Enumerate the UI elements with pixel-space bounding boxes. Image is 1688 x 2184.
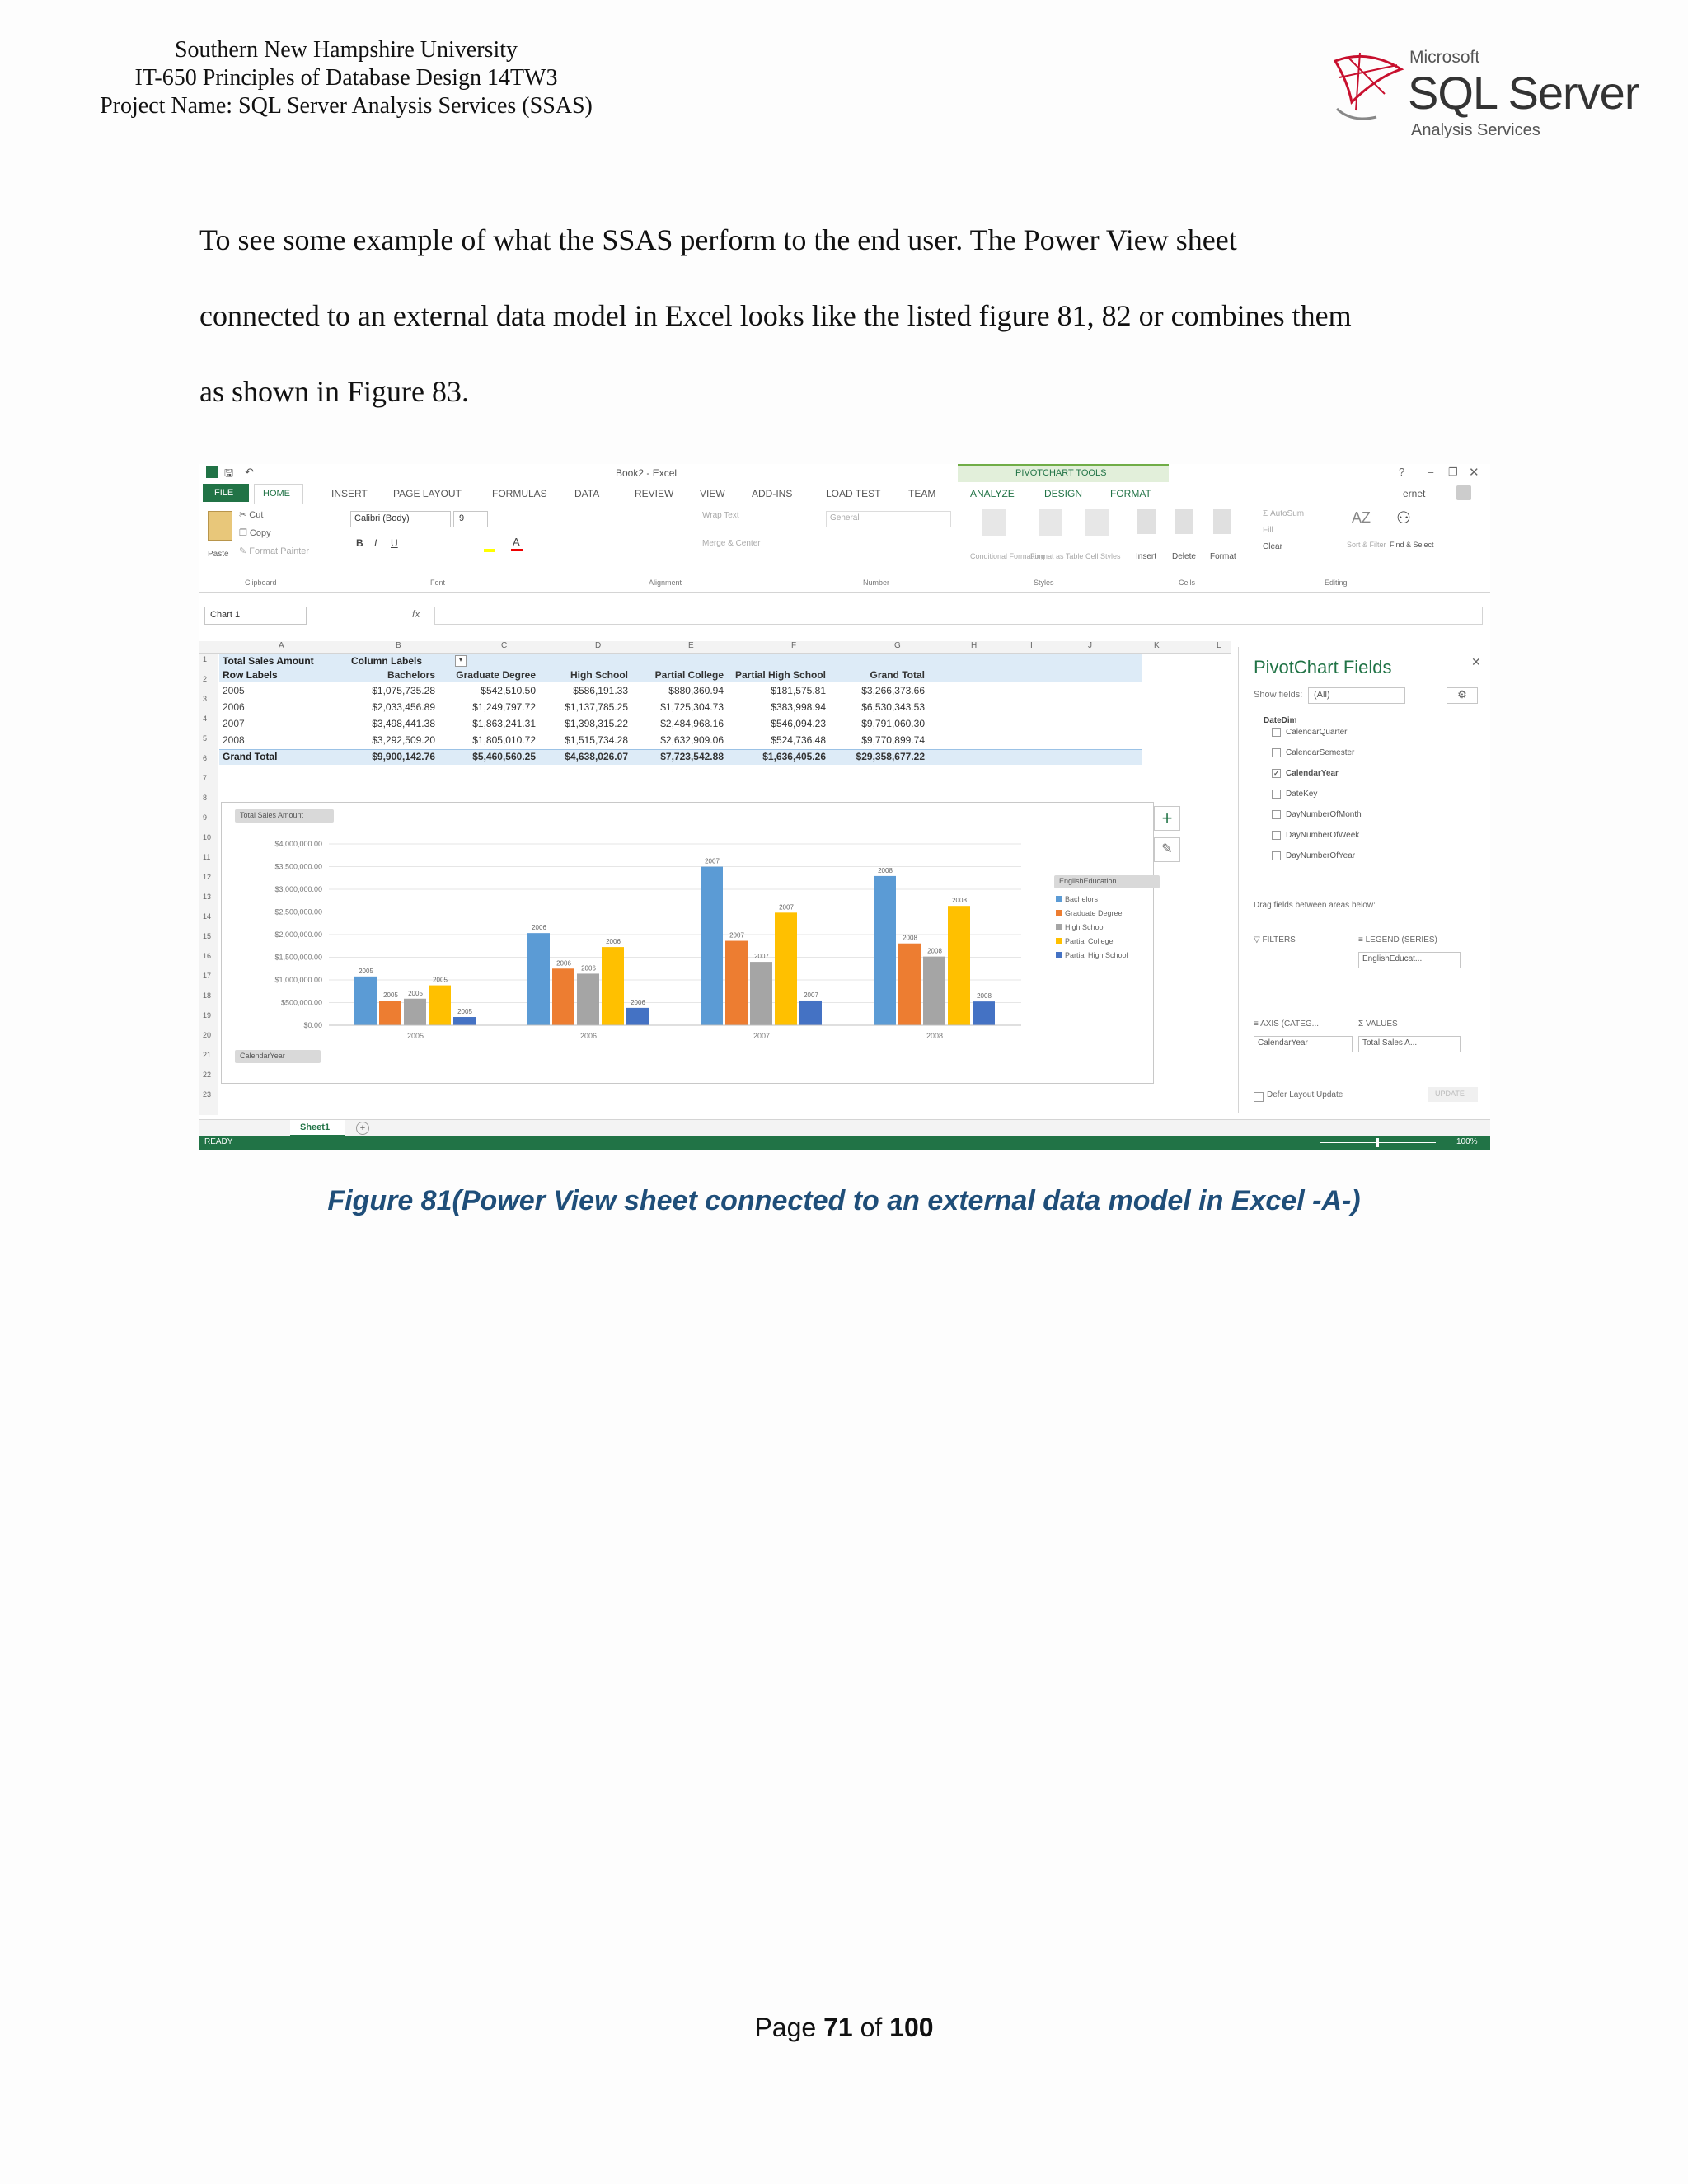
column-header[interactable]: K [1154, 641, 1160, 650]
legend-label: High School [1065, 923, 1105, 931]
y-tick-label: $2,500,000.00 [274, 907, 322, 916]
drag-instructions: Drag fields between areas below: [1254, 901, 1376, 910]
pivot-header-cell[interactable]: Graduate Degree [456, 669, 536, 681]
field-item[interactable] [1272, 769, 1339, 778]
axis-field-button[interactable]: CalendarYear [235, 1050, 321, 1063]
tab-analyze[interactable]: ANALYZE [970, 488, 1015, 499]
y-tick-label: $1,000,000.00 [274, 976, 322, 984]
panel-title: PivotChart Fields [1254, 657, 1392, 677]
pivot-cell[interactable]: 2006 [223, 701, 245, 713]
status-text: READY [204, 1137, 233, 1146]
bar [552, 968, 574, 1025]
tab-insert[interactable]: INSERT [331, 488, 368, 499]
bar-data-label: 2005 [359, 967, 373, 975]
pivot-cell[interactable]: $524,736.48 [771, 734, 826, 746]
tab-team[interactable]: TEAM [908, 488, 936, 499]
row-number[interactable]: 14 [203, 912, 212, 921]
bar-data-label: 2006 [631, 998, 645, 1006]
pivot-cell[interactable]: $1,863,241.31 [472, 718, 536, 729]
row-number[interactable]: 9 [203, 813, 208, 822]
legend-label: Bachelors [1065, 895, 1099, 903]
minimize-icon[interactable]: – [1428, 466, 1434, 478]
merge-center-button[interactable]: Merge & Center [702, 539, 761, 548]
undo-icon[interactable]: ↶ [245, 466, 254, 478]
row-number[interactable]: 19 [203, 1011, 212, 1019]
field-item[interactable] [1272, 851, 1355, 860]
y-tick-label: $2,000,000.00 [274, 930, 322, 939]
legend-swatch [1056, 938, 1062, 944]
column-header[interactable]: I [1030, 641, 1033, 650]
column-header[interactable]: C [501, 641, 508, 650]
legend-swatch [1056, 896, 1062, 902]
bar-data-label: 2005 [433, 976, 448, 984]
project-name: Project Name: SQL Server Analysis Services (SSAS) [100, 93, 593, 119]
pivotchart-tools-label: PIVOTCHART TOOLS [1015, 468, 1107, 478]
field-checkbox[interactable]: ✓ [1272, 769, 1281, 778]
contextual-tab-group [958, 464, 1169, 483]
field-label: DateKey [1286, 790, 1318, 799]
filter-dropdown-icon[interactable]: ▾ [455, 655, 467, 667]
pivot-cell[interactable]: $586,191.33 [573, 685, 628, 696]
tab-format[interactable]: FORMAT [1110, 488, 1151, 499]
column-header[interactable]: L [1217, 641, 1221, 650]
group-label: Cells [1179, 579, 1196, 587]
pivot-cell[interactable]: $3,498,441.38 [372, 718, 435, 729]
pivot-cell[interactable]: $383,998.94 [771, 701, 826, 713]
fill-color-icon[interactable] [484, 549, 495, 552]
pivot-cell[interactable]: $2,484,968.16 [660, 718, 724, 729]
pivot-cell[interactable]: $6,530,343.53 [861, 701, 925, 713]
bar [528, 933, 550, 1025]
x-tick-label: 2007 [753, 1032, 771, 1040]
field-label: DayNumberOfWeek [1286, 831, 1360, 841]
y-tick-label: $3,000,000.00 [274, 885, 322, 893]
pivot-grand-cell[interactable]: $9,900,142.76 [372, 751, 435, 762]
group-label: Number [863, 579, 890, 587]
pivot-cell[interactable]: $9,770,899.74 [861, 734, 925, 746]
university-name: Southern New Hampshire University [174, 37, 518, 63]
tab-home[interactable]: HOME [254, 484, 303, 504]
chart-plot [222, 803, 1153, 1083]
row-number[interactable]: 21 [203, 1051, 212, 1059]
pivot-header-cell[interactable]: High School [570, 669, 628, 681]
row-number[interactable]: 10 [203, 833, 212, 841]
ribbon-home [199, 504, 1490, 593]
document-header [58, 36, 635, 120]
bar-data-label: 2007 [804, 991, 818, 999]
gear-icon[interactable]: ⚙ [1447, 687, 1478, 704]
column-header[interactable]: E [688, 641, 694, 650]
name-box[interactable]: Chart 1 [204, 607, 307, 625]
legend-label: Partial High School [1065, 951, 1128, 959]
cell-styles-icon [1085, 509, 1109, 536]
x-tick-label: 2008 [926, 1032, 944, 1040]
field-item[interactable] [1272, 728, 1347, 737]
field-item[interactable] [1272, 831, 1359, 840]
field-label: DayNumberOfMonth [1286, 810, 1362, 820]
bar-data-label: 2007 [779, 903, 794, 912]
find-select-button[interactable]: Find & Select [1390, 541, 1434, 549]
page-number: Page 71 of 100 [754, 2013, 934, 2042]
bar-data-label: 2006 [532, 924, 546, 932]
format-cells-icon [1213, 509, 1231, 534]
column-header[interactable]: A [279, 641, 284, 650]
tab-design[interactable]: DESIGN [1044, 488, 1083, 499]
chart-styles-icon[interactable]: ✎ [1154, 837, 1180, 862]
legend-item [1056, 937, 1114, 945]
bar [775, 912, 797, 1025]
course-name: IT-650 Principles of Database Design 14TW3 [134, 65, 558, 91]
pivot-cell[interactable]: 2007 [223, 718, 245, 729]
italic-button[interactable]: I [374, 537, 377, 549]
zoom-level: 100% [1456, 1137, 1478, 1146]
axis-area-label: ≡ AXIS (CATEG... [1254, 1019, 1319, 1029]
copy-button[interactable]: ❐ Copy [239, 528, 271, 538]
defer-label: Defer Layout Update [1267, 1090, 1343, 1099]
pivot-chart[interactable] [221, 802, 1154, 1084]
format-painter-button[interactable]: ✎ Format Painter [239, 546, 310, 556]
bar [799, 1001, 822, 1025]
bar [898, 944, 921, 1025]
pivot-cell[interactable]: $1,725,304.73 [660, 701, 724, 713]
format-as-table-button[interactable]: Format as Table [1030, 552, 1084, 560]
pivot-cell[interactable]: $3,266,373.66 [861, 685, 925, 696]
pivot-grand-cell[interactable]: $29,358,677.22 [856, 751, 925, 762]
tab-add-ins[interactable]: ADD-INS [752, 488, 793, 499]
legend-label: Graduate Degree [1065, 909, 1123, 917]
row-number[interactable]: 17 [203, 972, 212, 980]
pivot-cell[interactable]: 2008 [223, 734, 245, 746]
bar [429, 986, 451, 1025]
bold-button[interactable]: B [356, 537, 363, 549]
pivot-cell[interactable]: $2,632,909.06 [660, 734, 724, 746]
bar [354, 977, 377, 1025]
bar [973, 1001, 995, 1025]
show-fields-label: Show fields: [1254, 690, 1303, 700]
bar-data-label: 2006 [581, 964, 596, 972]
fx-label: fx [412, 608, 420, 620]
pivot-table[interactable] [219, 654, 1142, 761]
row-number[interactable]: 1 [203, 655, 208, 663]
x-tick-label: 2006 [579, 1032, 598, 1040]
table-name: DateDim [1264, 716, 1297, 725]
row-number[interactable]: 13 [203, 893, 212, 901]
legend-label: Partial College [1065, 937, 1114, 945]
pivot-cell[interactable]: 2005 [223, 685, 245, 696]
pivot-header-cell[interactable]: Row Labels [223, 669, 278, 681]
y-tick-label: $4,000,000.00 [274, 840, 322, 848]
body-paragraph [199, 202, 1502, 429]
field-label: CalendarSemester [1286, 748, 1355, 758]
title-bar [199, 464, 1490, 482]
column-header[interactable]: H [971, 641, 978, 650]
pivot-grand-cell[interactable]: $5,460,560.25 [472, 751, 536, 762]
field-label: CalendarYear [1286, 769, 1339, 779]
bar-data-label: 2005 [457, 1008, 472, 1016]
user-name[interactable]: ernet [1403, 488, 1426, 499]
column-header[interactable]: G [894, 641, 901, 650]
sheet-tab[interactable]: Sheet1 [290, 1120, 345, 1137]
bar [379, 1001, 401, 1025]
column-headers [199, 641, 1231, 654]
legend-swatch [1056, 952, 1062, 958]
legend-item [1056, 951, 1128, 959]
tab-review[interactable]: REVIEW [635, 488, 674, 499]
pivot-header-cell[interactable]: Partial College [654, 669, 724, 681]
sort-filter-button[interactable]: Sort & Filter [1347, 541, 1386, 549]
font-color-bar [511, 549, 523, 551]
field-checkbox[interactable] [1272, 728, 1281, 737]
legend-item [1056, 909, 1123, 917]
field-item[interactable] [1272, 810, 1362, 819]
pivot-header-cell[interactable]: Bachelors [387, 669, 435, 681]
field-checkbox[interactable] [1272, 790, 1281, 799]
pivotchart-fields-panel [1238, 647, 1490, 1113]
pivot-cell[interactable]: $2,033,456.89 [372, 701, 435, 713]
bar-data-label: 2006 [606, 938, 621, 946]
chart-legend [1056, 895, 1155, 977]
bar [874, 876, 896, 1025]
y-tick-label: $1,500,000.00 [274, 953, 322, 962]
cell-styles-button[interactable]: Cell Styles [1085, 552, 1121, 560]
update-button[interactable]: UPDATE [1428, 1087, 1478, 1102]
bar [577, 973, 599, 1025]
close-icon[interactable]: ✕ [1471, 655, 1481, 668]
paste-icon [208, 511, 232, 541]
y-tick-label: $500,000.00 [280, 998, 322, 1007]
row-number[interactable]: 3 [203, 695, 208, 703]
column-header[interactable]: J [1088, 641, 1092, 650]
bar [923, 957, 945, 1025]
field-checkbox[interactable] [1272, 831, 1281, 840]
column-header[interactable]: D [595, 641, 602, 650]
worksheet-grid[interactable] [199, 641, 1231, 1119]
pivot-grand-cell[interactable]: $1,636,405.26 [762, 751, 826, 762]
paste-button[interactable]: Paste [208, 550, 229, 559]
row-number[interactable]: 15 [203, 932, 212, 940]
field-list [1272, 728, 1445, 876]
bar [453, 1017, 476, 1025]
bar-data-label: 2005 [383, 991, 398, 1000]
pivot-cell[interactable]: $546,094.23 [771, 718, 826, 729]
sheet-tab-bar [199, 1119, 1490, 1137]
pivot-cell[interactable]: $1,075,735.28 [372, 685, 435, 696]
tab-data[interactable]: DATA [574, 488, 600, 499]
format-table-icon [1039, 509, 1062, 536]
axis-field-pill[interactable]: CalendarYear [1254, 1036, 1353, 1052]
bar [701, 867, 723, 1025]
bar [948, 906, 970, 1025]
row-number[interactable]: 18 [203, 991, 212, 1000]
conditional-formatting-icon [982, 509, 1006, 536]
field-checkbox[interactable] [1272, 851, 1281, 860]
pivot-cell[interactable]: $1,137,785.25 [565, 701, 628, 713]
paragraph-line: connected to an external data model in Excel looks like the listed figure 81, 82 or combines them [199, 299, 1352, 332]
values-field-pill[interactable]: Total Sales A... [1358, 1036, 1461, 1052]
group-label: Clipboard [245, 579, 277, 587]
column-header[interactable]: B [396, 641, 401, 650]
pivot-cell[interactable]: $1,249,797.72 [472, 701, 536, 713]
zoom-slider-thumb[interactable] [1376, 1138, 1379, 1147]
bar [602, 947, 624, 1025]
pivot-grand-cell[interactable]: $7,723,542.88 [660, 751, 724, 762]
row-number[interactable]: 23 [203, 1090, 212, 1099]
field-label: DayNumberOfYear [1286, 851, 1356, 861]
bar-data-label: 2008 [878, 866, 893, 874]
logo-subtitle: Analysis Services [1411, 121, 1540, 139]
bar-data-label: 2007 [705, 857, 720, 865]
tab-view[interactable]: VIEW [700, 488, 725, 499]
row-number[interactable]: 5 [203, 734, 208, 743]
sql-server-icon [1327, 45, 1409, 127]
close-icon[interactable]: ✕ [1469, 466, 1479, 480]
row-number[interactable]: 11 [203, 853, 211, 861]
row-number[interactable]: 4 [203, 715, 208, 723]
pivot-cell[interactable]: $1,515,734.28 [565, 734, 628, 746]
add-sheet-icon[interactable]: + [356, 1122, 369, 1135]
cut-button[interactable]: ✂ Cut [239, 510, 264, 520]
figure-caption: Figure 81(Power View sheet connected to an external data model in Excel -A-) [327, 1185, 1361, 1216]
autosum-button[interactable]: Σ AutoSum [1263, 509, 1305, 518]
y-tick-label: $0.00 [303, 1021, 322, 1029]
tab-formulas[interactable]: FORMULAS [492, 488, 547, 499]
row-number[interactable]: 2 [203, 675, 208, 683]
bar [404, 999, 426, 1025]
group-label: Alignment [649, 579, 682, 587]
legend-swatch [1056, 924, 1062, 930]
y-tick-label: $3,500,000.00 [274, 862, 322, 871]
legend-item [1056, 895, 1098, 903]
logo-brand: Microsoft [1409, 48, 1480, 67]
defer-checkbox[interactable] [1254, 1092, 1264, 1102]
row-number[interactable]: 12 [203, 873, 212, 881]
row-number[interactable]: 6 [203, 754, 208, 762]
group-label: Font [430, 579, 446, 587]
bar [725, 941, 748, 1025]
row-number[interactable]: 22 [203, 1071, 212, 1079]
pivot-cell[interactable]: $1,805,010.72 [472, 734, 536, 746]
bar [750, 962, 772, 1025]
tab-page-layout[interactable]: PAGE LAYOUT [393, 488, 462, 499]
font-size-select[interactable]: 9 [453, 511, 488, 527]
row-number[interactable]: 7 [203, 774, 208, 782]
row-number[interactable]: 16 [203, 952, 212, 960]
help-icon[interactable]: ? [1399, 466, 1405, 478]
bar-data-label: 2008 [977, 992, 992, 1001]
excel-icon [206, 466, 218, 478]
field-item[interactable] [1272, 748, 1354, 757]
bar-data-label: 2008 [952, 897, 967, 905]
x-tick-label: 2005 [406, 1032, 424, 1040]
pivot-cell[interactable]: $181,575.81 [771, 685, 826, 696]
formula-input[interactable] [434, 607, 1483, 625]
field-item[interactable] [1272, 790, 1317, 799]
group-label: Editing [1325, 579, 1348, 587]
bar-data-label: 2008 [927, 947, 942, 955]
row-number[interactable]: 8 [203, 794, 208, 802]
wrap-text-button[interactable]: Wrap Text [702, 511, 739, 520]
font-color-icon[interactable]: A [513, 536, 520, 548]
row-number[interactable]: 20 [203, 1031, 212, 1039]
field-checkbox[interactable] [1272, 748, 1281, 757]
values-area-label: Σ VALUES [1358, 1019, 1398, 1029]
avatar[interactable] [1456, 485, 1471, 500]
pivot-cell[interactable]: $9,791,060.30 [861, 718, 925, 729]
pivot-cell[interactable]: $880,360.94 [668, 685, 724, 696]
chart-title-button[interactable]: Total Sales Amount [235, 809, 334, 823]
field-checkbox[interactable] [1272, 810, 1281, 819]
bar [626, 1008, 649, 1025]
sort-filter-icon: AZ [1352, 509, 1372, 526]
pivot-grand-cell[interactable]: $4,638,026.07 [565, 751, 628, 762]
excel-screenshot [199, 464, 1490, 1150]
pivot-cell[interactable]: $542,510.50 [481, 685, 536, 696]
bar-data-label: 2006 [556, 959, 571, 968]
pivot-cell[interactable]: $3,292,509.20 [372, 734, 435, 746]
restore-icon[interactable]: ❐ [1448, 466, 1458, 478]
find-icon: ⚇ [1396, 509, 1411, 527]
group-label: Styles [1034, 579, 1054, 587]
bar-data-label: 2005 [408, 989, 423, 997]
delete-button[interactable]: Delete [1172, 552, 1196, 561]
bar-data-label: 2007 [754, 953, 769, 961]
show-fields-select[interactable]: (All) [1308, 687, 1405, 704]
chart-elements-icon[interactable]: + [1154, 806, 1180, 831]
logo-product: SQL Server [1408, 67, 1639, 119]
insert-button[interactable]: Insert [1136, 552, 1157, 561]
fill-button[interactable]: Fill [1263, 526, 1273, 535]
legend-field-pill[interactable]: EnglishEducat... [1358, 952, 1461, 968]
row-headers [199, 654, 218, 1115]
tab-file[interactable]: FILE [203, 484, 249, 502]
number-format-select[interactable]: General [826, 511, 951, 527]
legend-field-button[interactable]: EnglishEducation [1054, 875, 1160, 888]
bar-data-label: 2008 [903, 934, 917, 942]
legend-swatch [1056, 910, 1062, 916]
paragraph-line: as shown in Figure 83. [199, 375, 469, 408]
pivot-cell[interactable]: $1,398,315.22 [565, 718, 628, 729]
paragraph-line: To see some example of what the SSAS perform to the end user. The Power View sheet [199, 223, 1237, 256]
font-name-select[interactable]: Calibri (Body) [350, 511, 451, 527]
column-header[interactable]: F [791, 641, 797, 650]
conditional-formatting-button[interactable]: Conditional Formatting [970, 552, 1045, 560]
legend-area-label: ≡ LEGEND (SERIES) [1358, 935, 1437, 944]
delete-cells-icon [1175, 509, 1193, 534]
ribbon-tabs [199, 482, 1490, 504]
sql-server-logo [1327, 40, 1640, 147]
field-label: CalendarQuarter [1286, 728, 1348, 738]
filters-area-label: ▽ FILTERS [1254, 935, 1296, 944]
bar-data-label: 2007 [729, 931, 744, 940]
clear-button[interactable]: Clear [1263, 542, 1282, 551]
window-title: Book2 - Excel [616, 467, 678, 479]
tab-load-test[interactable]: LOAD TEST [826, 488, 881, 499]
pivot-value-label: Total Sales Amount [223, 655, 314, 667]
pivot-header-cell[interactable]: Grand Total [870, 669, 925, 681]
format-button[interactable]: Format [1210, 552, 1236, 561]
status-bar [199, 1136, 1490, 1150]
save-icon[interactable]: 🖫 [224, 466, 234, 479]
insert-cells-icon [1137, 509, 1156, 534]
pivot-header-cell[interactable]: Partial High School [735, 669, 827, 681]
underline-button[interactable]: U [391, 537, 398, 549]
pivot-grand-cell[interactable]: Grand Total [223, 751, 278, 762]
pivot-column-labels[interactable]: Column Labels [351, 655, 423, 667]
legend-item [1056, 923, 1105, 931]
